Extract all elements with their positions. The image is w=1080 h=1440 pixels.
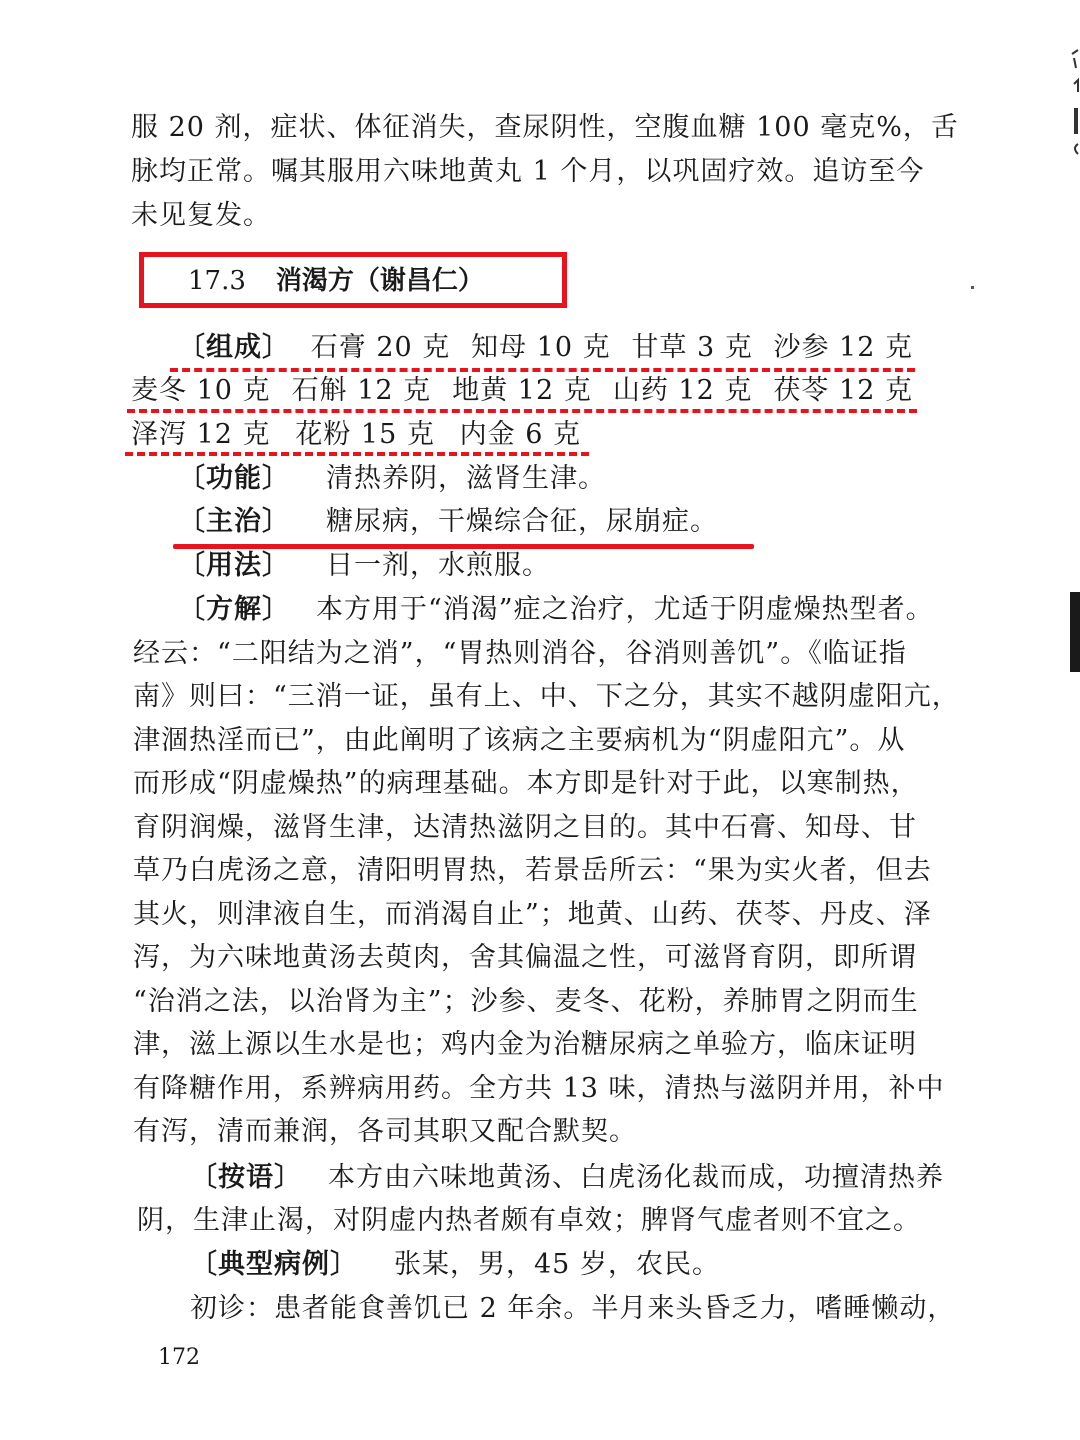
explanation-line: 其火，则津液自生，而消渴自止”；地黄、山药、茯苓、丹皮、泽 bbox=[133, 899, 932, 930]
ingredient: 沙参 12 克 bbox=[773, 332, 913, 363]
note-first-line: 〔按语〕 本方由六味地黄汤、白虎汤化裁而成，功擅清热养 bbox=[190, 1162, 944, 1193]
scan-edge-marks-icon bbox=[1062, 40, 1080, 160]
ingredient: 泽泻 12 克 bbox=[131, 419, 271, 450]
explanation-label: 〔方解〕 bbox=[178, 594, 290, 625]
explanation-line: 津，滋上源以生水是也；鸡内金为治糖尿病之单验方，临床证明 bbox=[133, 1029, 917, 1060]
ingredient: 花粉 15 克 bbox=[295, 419, 435, 450]
explanation-line: 育阴润燥，滋肾生津，达清热滋阴之目的。其中石膏、知母、甘 bbox=[133, 812, 917, 843]
ingredient: 麦冬 10 克 bbox=[131, 375, 271, 406]
composition-dashed-underline-3 bbox=[125, 452, 589, 456]
function-row bbox=[178, 459, 606, 499]
usage-text: 日一剂，水煎服。 bbox=[326, 550, 550, 581]
explanation-line: 有降糖作用，系辨病用药。全方共 13 味，清热与滋阴并用，补中 bbox=[133, 1073, 945, 1104]
composition-row-1 bbox=[178, 328, 913, 368]
intro-line-3: 未见复发。 bbox=[131, 200, 271, 231]
explanation-line: 而形成“阴虚燥热”的病理基础。本方即是针对于此，以寒制热， bbox=[133, 768, 919, 799]
explanation-first-line: 〔方解〕 本方用于“消渴”症之治疗，尤适于阴虚燥热型者。 bbox=[178, 594, 934, 625]
section-number: 17.3 bbox=[188, 266, 246, 296]
explanation-line: 草乃白虎汤之意，清阳明胃热，若景岳所云：“果为实火者，但去 bbox=[133, 855, 932, 886]
ingredient: 茯苓 12 克 bbox=[773, 375, 913, 406]
explanation-line: 泻，为六味地黄汤去萸肉，舍其偏温之性，可滋肾育阴，即所谓 bbox=[133, 942, 917, 973]
ingredient: 山药 12 克 bbox=[612, 375, 753, 406]
note-second-line: 阴，生津止渴，对阴虚内热者颇有卓效；脾肾气虚者则不宜之。 bbox=[137, 1205, 921, 1236]
ingredient: 甘草 3 克 bbox=[631, 332, 753, 363]
explanation-line: 有泻，清而兼润，各司其职又配合默契。 bbox=[133, 1116, 637, 1147]
scan-dust-dot bbox=[971, 286, 974, 289]
section-title: 消渴方（谢昌仁） bbox=[275, 266, 484, 296]
case-row bbox=[190, 1245, 720, 1285]
indication-row bbox=[178, 502, 718, 542]
page-number: 172 bbox=[158, 1345, 200, 1370]
intro-line-2: 脉均正常。嘱其服用六味地黄丸 1 个月，以巩固疗效。追访至今 bbox=[131, 156, 925, 187]
ingredient: 知母 10 克 bbox=[471, 332, 611, 363]
explanation-line: “治消之法，以治肾为主”；沙参、麦冬、花粉，养肺胃之阴而生 bbox=[133, 986, 919, 1017]
explanation-line: 南》则曰：“三消一证，虽有上、中、下之分，其实不越阴虚阳亢， bbox=[133, 681, 960, 712]
ingredient: 地黄 12 克 bbox=[452, 375, 592, 406]
composition-row-2 bbox=[131, 371, 913, 411]
composition-label: 〔组成〕 bbox=[178, 332, 290, 363]
composition-row-3 bbox=[131, 415, 581, 455]
composition-dashed-underline-2 bbox=[127, 409, 917, 413]
first-visit-line: 初诊：患者能食善饥已 2 年余。半月来头昏乏力，嗜睡懒动， bbox=[190, 1293, 956, 1324]
case-text: 张某，男，45 岁，农民。 bbox=[394, 1249, 720, 1280]
section-heading bbox=[188, 262, 484, 300]
scan-edge-bar bbox=[1070, 592, 1080, 672]
intro-line-1: 服 20 剂，症状、体征消失，查尿阴性，空腹血糖 100 毫克%，舌 bbox=[131, 112, 959, 143]
ingredient: 内金 6 克 bbox=[459, 419, 581, 450]
explanation-line: 经云：“二阳结为之消”，“胃热则消谷，谷消则善饥”。《临证指 bbox=[133, 638, 907, 669]
case-label: 〔典型病例〕 bbox=[190, 1249, 358, 1280]
usage-label: 〔用法〕 bbox=[178, 550, 290, 581]
ingredient: 石膏 20 克 bbox=[310, 332, 451, 363]
explanation-line: 津涸热淫而已”，由此阐明了该病之主要病机为“阴虚阳亢”。从 bbox=[133, 725, 906, 756]
usage-row bbox=[178, 546, 550, 586]
ingredient: 石斛 12 克 bbox=[291, 375, 432, 406]
indication-label: 〔主治〕 bbox=[178, 506, 290, 537]
indication-text: 糖尿病，干燥综合征，尿崩症。 bbox=[326, 506, 718, 537]
note-label: 〔按语〕 bbox=[190, 1162, 302, 1193]
function-label: 〔功能〕 bbox=[178, 463, 290, 494]
function-text: 清热养阴，滋肾生津。 bbox=[326, 463, 606, 494]
